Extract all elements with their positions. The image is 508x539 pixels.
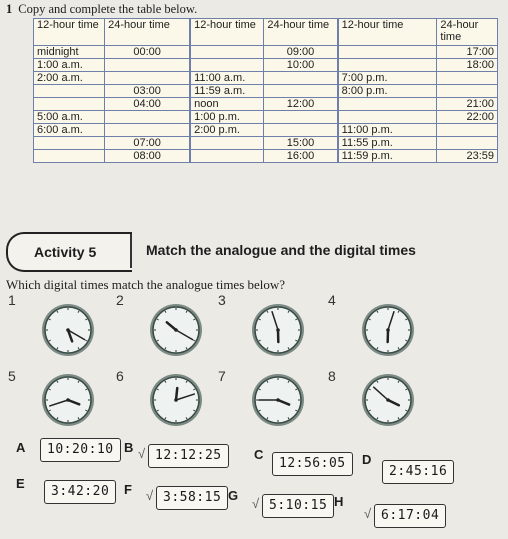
table-cell: 1:00 p.m. <box>190 111 264 124</box>
table-cell: 22:00 <box>437 111 498 124</box>
table-cell <box>105 72 190 85</box>
table-header: 12-hour time <box>34 19 105 46</box>
table-row <box>34 124 498 137</box>
digital-time-letter: F <box>124 482 132 497</box>
question-heading <box>6 2 197 17</box>
table-cell <box>190 46 264 59</box>
analogue-clock <box>148 302 204 358</box>
table-row <box>34 137 498 150</box>
digital-time-letter: H <box>334 494 344 509</box>
table-cell <box>105 111 190 124</box>
check-mark: √ <box>138 446 146 461</box>
table-row <box>34 111 498 124</box>
table-row <box>34 59 498 72</box>
clock-pin <box>276 328 280 332</box>
table-cell: noon <box>190 98 264 111</box>
check-mark: √ <box>252 496 260 511</box>
table-row <box>34 72 498 85</box>
table-row <box>34 85 498 98</box>
clock-pin <box>276 398 280 402</box>
table-row <box>34 98 498 111</box>
activity-label: Activity 5 <box>34 244 97 260</box>
table-header-row <box>34 19 498 46</box>
table-cell <box>105 124 190 137</box>
digital-time-letter: E <box>16 476 25 491</box>
digital-time-display: 3:58:15 <box>156 486 228 510</box>
table-cell <box>264 124 338 137</box>
table-cell: 1:00 a.m. <box>34 59 105 72</box>
table-cell: 11:59 p.m. <box>338 150 437 163</box>
table-cell: 21:00 <box>437 98 498 111</box>
table-cell: 03:00 <box>105 85 190 98</box>
clock-number: 1 <box>8 292 16 308</box>
analogue-clock <box>360 302 416 358</box>
table-cell: 8:00 p.m. <box>338 85 437 98</box>
table-cell: 11:55 p.m. <box>338 137 437 150</box>
analogue-clock <box>250 302 306 358</box>
activity-label-box <box>6 232 132 272</box>
table-cell: 5:00 a.m. <box>34 111 105 124</box>
table-row <box>34 150 498 163</box>
table-cell <box>437 137 498 150</box>
digital-time-display: 6:17:04 <box>374 504 446 528</box>
table-cell: 18:00 <box>437 59 498 72</box>
question-number: 1 <box>6 2 13 16</box>
table-cell <box>190 59 264 72</box>
activity-banner <box>6 232 502 268</box>
table-cell: 09:00 <box>264 46 338 59</box>
table-cell: 11:00 p.m. <box>338 124 437 137</box>
digital-time-display: 2:45:16 <box>382 460 454 484</box>
table-header: 12-hour time <box>190 19 264 46</box>
clock-pin <box>66 398 70 402</box>
table-cell <box>190 137 264 150</box>
table-cell: midnight <box>34 46 105 59</box>
table-cell: 11:59 a.m. <box>190 85 264 98</box>
analogue-clock <box>360 372 416 428</box>
table-cell: 6:00 a.m. <box>34 124 105 137</box>
clock-number: 3 <box>218 292 226 308</box>
time-conversion-table <box>33 18 498 163</box>
table-cell <box>105 59 190 72</box>
table-header: 24-hour time <box>264 19 338 46</box>
digital-time-display: 10:20:10 <box>40 438 121 462</box>
table-cell: 07:00 <box>105 137 190 150</box>
table-cell: 00:00 <box>105 46 190 59</box>
digital-time-display: 5:10:15 <box>262 494 334 518</box>
analogue-clock <box>40 302 96 358</box>
analogue-clock <box>40 372 96 428</box>
table-cell: 23:59 <box>437 150 498 163</box>
table-row <box>34 46 498 59</box>
clock-number: 6 <box>116 368 124 384</box>
table-cell: 16:00 <box>264 150 338 163</box>
activity-title: Match the analogue and the digital times <box>146 242 416 258</box>
table-cell <box>34 98 105 111</box>
table-cell <box>338 98 437 111</box>
clock-number: 5 <box>8 368 16 384</box>
table-header: 24-hour time <box>105 19 190 46</box>
table-cell <box>338 46 437 59</box>
table-cell: 2:00 p.m. <box>190 124 264 137</box>
table-cell <box>34 85 105 98</box>
table-cell <box>264 72 338 85</box>
clock-number: 8 <box>328 368 336 384</box>
table-cell <box>34 150 105 163</box>
question-text: Copy and complete the table below. <box>18 2 198 16</box>
analogue-clock <box>250 372 306 428</box>
table-cell <box>338 59 437 72</box>
table-cell: 2:00 a.m. <box>34 72 105 85</box>
table-cell: 17:00 <box>437 46 498 59</box>
table-cell: 15:00 <box>264 137 338 150</box>
clock-pin <box>174 328 178 332</box>
analogue-clock <box>148 372 204 428</box>
table-cell: 11:00 a.m. <box>190 72 264 85</box>
clock-number: 7 <box>218 368 226 384</box>
table-cell: 12:00 <box>264 98 338 111</box>
table-cell <box>264 111 338 124</box>
table-cell: 10:00 <box>264 59 338 72</box>
table-cell <box>264 85 338 98</box>
table-cell <box>437 85 498 98</box>
table-cell: 04:00 <box>105 98 190 111</box>
table-cell <box>338 111 437 124</box>
table-header: 24-hour time <box>437 19 498 46</box>
digital-time-letter: G <box>228 488 239 503</box>
table-cell <box>437 72 498 85</box>
digital-time-letter: B <box>124 440 134 455</box>
digital-time-display: 12:12:25 <box>148 444 229 468</box>
clock-number: 2 <box>116 292 124 308</box>
digital-time-letter: C <box>254 447 264 462</box>
clock-pin <box>386 328 390 332</box>
clock-number: 4 <box>328 292 336 308</box>
digital-time-letter: A <box>16 440 26 455</box>
check-mark: √ <box>364 506 372 521</box>
clock-pin <box>386 398 390 402</box>
digital-time-display: 12:56:05 <box>272 452 353 476</box>
activity-prompt: Which digital times match the analogue times below? <box>6 277 286 292</box>
digital-time-letter: D <box>362 452 372 467</box>
activity-divider <box>130 234 132 268</box>
table-cell: 7:00 p.m. <box>338 72 437 85</box>
table-cell: 08:00 <box>105 150 190 163</box>
table-cell <box>190 150 264 163</box>
check-mark: √ <box>146 488 154 503</box>
table-cell <box>437 124 498 137</box>
clock-pin <box>174 398 178 402</box>
digital-time-display: 3:42:20 <box>44 480 116 504</box>
clock-pin <box>66 328 70 332</box>
table-cell <box>34 137 105 150</box>
table-header: 12-hour time <box>338 19 437 46</box>
